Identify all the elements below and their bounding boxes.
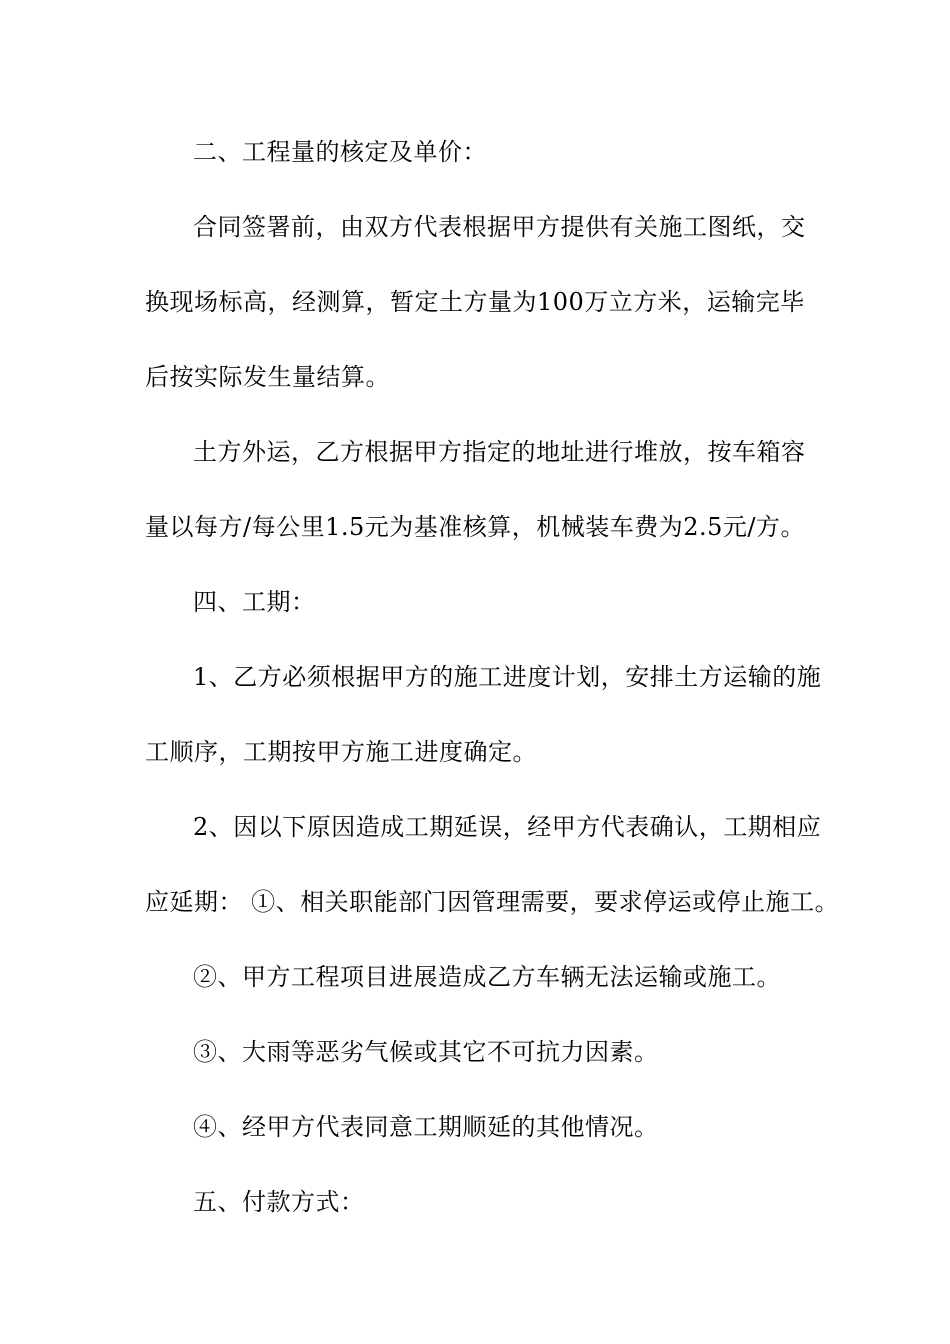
paragraph-line: 合同签署前，由双方代表根据甲方提供有关施工图纸，交: [193, 213, 806, 241]
paragraph-line: 后按实际发生量结算。: [145, 363, 390, 391]
paragraph-line: 2、因以下原因造成工期延误，经甲方代表确认，工期相应: [193, 813, 822, 841]
section-heading-quantity: 二、工程量的核定及单价：: [193, 138, 487, 166]
list-item: ②、甲方工程项目进展造成乙方车辆无法运输或施工。: [193, 963, 781, 991]
paragraph-line: 应延期： ①、相关职能部门因管理需要，要求停运或停止施工。: [145, 888, 840, 916]
section-heading-schedule: 四、工期：: [193, 588, 316, 616]
section-heading-payment: 五、付款方式：: [193, 1188, 365, 1216]
paragraph-line: 土方外运，乙方根据甲方指定的地址进行堆放，按车箱容: [193, 438, 806, 466]
paragraph-line: 换现场标高，经测算，暂定土方量为100万立方米，运输完毕: [145, 288, 805, 316]
list-item: ③、大雨等恶劣气候或其它不可抗力因素。: [193, 1038, 659, 1066]
paragraph-line: 量以每方/每公里1.5元为基准核算，机械装车费为2.5元/方。: [145, 513, 806, 541]
paragraph-line: 1、乙方必须根据甲方的施工进度计划，安排土方运输的施: [193, 663, 822, 691]
paragraph-line: 工顺序，工期按甲方施工进度确定。: [145, 738, 537, 766]
list-item: ④、经甲方代表同意工期顺延的其他情况。: [193, 1113, 659, 1141]
